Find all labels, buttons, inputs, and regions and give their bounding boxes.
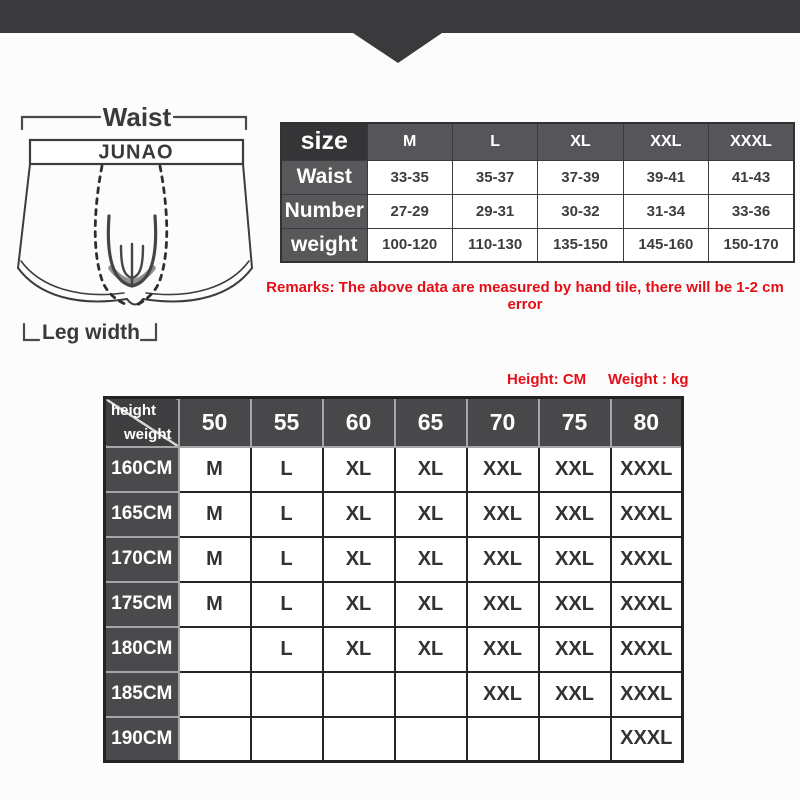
size-table-row-header: Waist [281,160,367,194]
matrix-cell: XXL [467,582,539,627]
size-table-col-header: XL [538,123,623,160]
matrix-cell: L [251,492,323,537]
matrix-row-header: 180CM [105,627,179,672]
table-row [105,447,683,492]
matrix-cell: L [251,447,323,492]
matrix-cell: XL [395,447,467,492]
size-table-cell: 145-160 [623,228,708,262]
size-table-cell: 39-41 [623,160,708,194]
table-row [281,194,794,228]
matrix-col-header: 75 [539,398,611,447]
matrix-cell: XL [395,492,467,537]
matrix-cell: XL [323,447,395,492]
matrix-cell [323,717,395,762]
matrix-corner-cell [105,398,179,447]
matrix-cell: XXXL [611,582,683,627]
matrix-cell: XXL [467,492,539,537]
size-table-cell: 100-120 [367,228,452,262]
matrix-cell [395,717,467,762]
size-table-col-header: XXL [623,123,708,160]
size-table-cell: 29-31 [452,194,537,228]
size-table-cell: 33-36 [709,194,794,228]
pouch-seams [108,216,155,286]
size-table-col-header: L [452,123,537,160]
table-row [105,582,683,627]
size-table-row-header: weight [281,228,367,262]
size-table-cell: 33-35 [367,160,452,194]
matrix-cell: XXL [539,447,611,492]
matrix-row-header: 185CM [105,672,179,717]
table-row [105,672,683,717]
matrix-col-header: 70 [467,398,539,447]
matrix-row-header: 175CM [105,582,179,627]
height-unit-label: Height: CM [507,371,587,388]
size-table-cell: 110-130 [452,228,537,262]
waist-label: Waist [102,102,172,132]
matrix-cell: XXL [539,582,611,627]
matrix-corner-height-label: height [111,402,156,419]
matrix-cell: XL [395,537,467,582]
size-table-cell: 30-32 [538,194,623,228]
matrix-cell [539,717,611,762]
size-table-cell: 31-34 [623,194,708,228]
brand-text: JUNAO [98,141,174,164]
size-table-cell: 41-43 [709,160,794,194]
size-table-cell: 135-150 [538,228,623,262]
matrix-cell: M [179,582,251,627]
top-banner [0,0,800,33]
size-table-col-header: M [367,123,452,160]
matrix-cell: XXXL [611,672,683,717]
matrix-cell: L [251,537,323,582]
matrix-cell: XL [323,492,395,537]
size-table-cell: 35-37 [452,160,537,194]
matrix-cell: XL [323,582,395,627]
matrix-cell: XXXL [611,537,683,582]
matrix-cell: XXL [539,537,611,582]
matrix-col-header: 55 [251,398,323,447]
matrix-row-header: 165CM [105,492,179,537]
size-table-cell: 37-39 [538,160,623,194]
matrix-cell: XXXL [611,447,683,492]
size-table-cell: 27-29 [367,194,452,228]
size-table-corner: size [281,123,367,160]
table-row [105,537,683,582]
matrix-cell [251,672,323,717]
matrix-cell [323,672,395,717]
matrix-cell: XXXL [611,717,683,762]
table-row [281,228,794,262]
size-table-cell: 150-170 [709,228,794,262]
matrix-cell: XL [323,537,395,582]
banner-arrow-icon [353,33,442,63]
size-table-row-header: Number [281,194,367,228]
matrix-cell [179,627,251,672]
remarks-text: Remarks: The above data are measured by hand tile, there will be 1-2 cm error [266,279,784,313]
table-row [281,160,794,194]
matrix-cell: XXL [467,447,539,492]
matrix-cell: XXL [467,537,539,582]
matrix-cell: XXL [467,627,539,672]
table-row [105,627,683,672]
matrix-cell: M [179,492,251,537]
matrix-col-header: 80 [611,398,683,447]
matrix-cell: XXXL [611,492,683,537]
matrix-cell: L [251,627,323,672]
matrix-cell [467,717,539,762]
matrix-cell: L [251,582,323,627]
matrix-cell: XXL [467,672,539,717]
matrix-cell [179,717,251,762]
matrix-cell: M [179,447,251,492]
leg-width-label: Leg width [42,321,140,344]
matrix-cell: XL [395,582,467,627]
matrix-col-header: 50 [179,398,251,447]
table-row [105,492,683,537]
size-matrix-table [103,396,684,763]
size-table [280,122,795,263]
matrix-cell: XL [323,627,395,672]
matrix-cell: XL [395,627,467,672]
matrix-cell: XXXL [611,627,683,672]
matrix-cell: M [179,537,251,582]
weight-unit-label: Weight : kg [608,371,689,388]
matrix-row-header: 190CM [105,717,179,762]
matrix-cell: XXL [539,492,611,537]
matrix-cell [179,672,251,717]
matrix-cell [395,672,467,717]
matrix-row-header: 160CM [105,447,179,492]
matrix-cell: XXL [539,672,611,717]
matrix-cell: XXL [539,627,611,672]
matrix-col-header: 65 [395,398,467,447]
matrix-col-header: 60 [323,398,395,447]
product-diagram [10,98,262,348]
matrix-row-header: 170CM [105,537,179,582]
table-row [105,717,683,762]
matrix-corner-weight-label: weight [124,425,172,443]
matrix-cell [251,717,323,762]
size-table-col-header: XXXL [709,123,794,160]
